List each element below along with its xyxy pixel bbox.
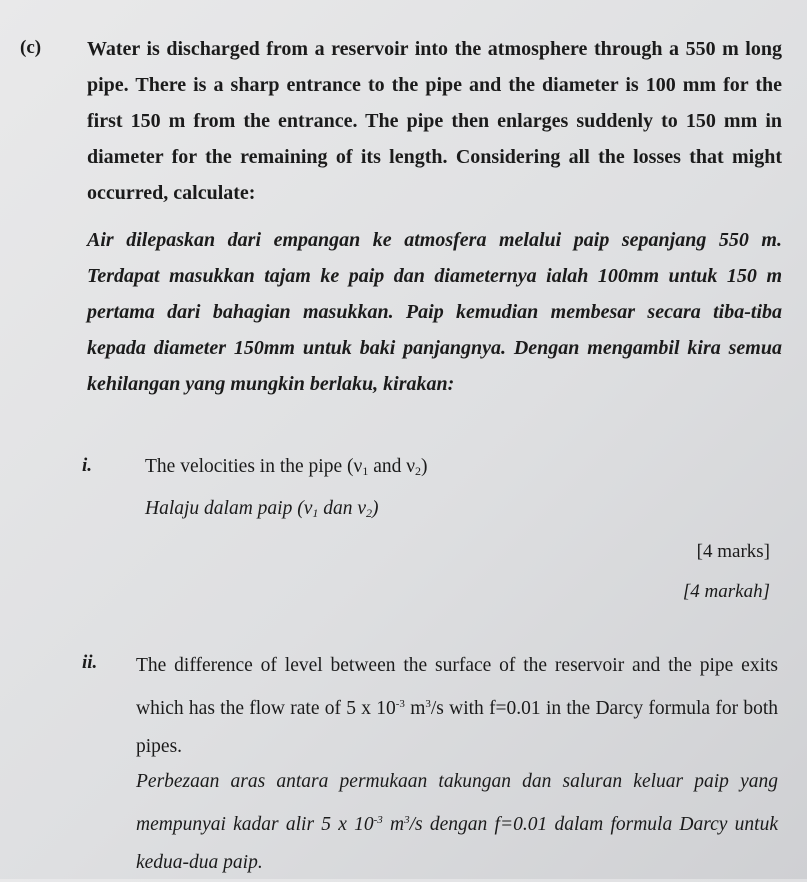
question-i-malay-suffix: ) bbox=[372, 498, 379, 519]
question-i-english-and: and bbox=[368, 456, 407, 477]
question-i-malay-v2-sub: 2 bbox=[366, 506, 373, 520]
question-ii-malay-part1: Perbezaan aras antara permukaan takungan dan saluran keluar paip yang mempunyai kadar alir 5 x 10 bbox=[136, 771, 778, 835]
question-i-malay-v2: ν bbox=[357, 498, 367, 519]
intro-english: Water is discharged from a reservoir into the atmosphere through a 550 m long pipe. There is a sharp entrance to the pipe and the diameter is 100 mm for the first 150 m from the entrance. The pipe then enlarges suddenly to 150 mm in diameter for the remaining of its length. Considering all the losses that might occurred, calculate: bbox=[87, 38, 782, 204]
question-i-malay-and: dan bbox=[318, 498, 358, 519]
question-ii-english-part2: m bbox=[404, 698, 426, 719]
question-i-number: i. bbox=[82, 455, 93, 476]
question-ii-english-exp2: 3 bbox=[425, 698, 431, 710]
question-ii-malay-part2: m bbox=[382, 814, 405, 835]
question-i-malay-v1: ν bbox=[303, 498, 313, 519]
question-ii-english-part1: The difference of level between the surface of the reservoir and the pipe exits which has the flow rate of 5 x 10 bbox=[136, 655, 778, 719]
question-i-english-v1: ν bbox=[353, 456, 363, 477]
question-ii-malay-exp1: -3 bbox=[373, 814, 383, 826]
question-ii-malay-part3: /s dengan f=0.01 dalam formula Darcy untuk kedua-dua paip. bbox=[136, 814, 778, 873]
question-i-english-suffix: ) bbox=[421, 456, 428, 477]
intro-malay: Air dilepaskan dari empangan ke atmosfera melalui paip sepanjang 550 m. Terdapat masukkan tajam ke paip dan diameternya ialah 100mm untuk 150 m pertama dari bahagian masukkan. Paip kemudian membesar secara tiba-tiba kepada diameter 150mm untuk baki panjangnya. Dengan mengambil kira semua kehilangan yang mungkin berlaku, kirakan: bbox=[87, 229, 782, 395]
question-i-malay bbox=[145, 490, 787, 532]
question-i-english-v2-sub: 2 bbox=[415, 464, 422, 478]
question-ii-english-exp1: -3 bbox=[395, 698, 405, 710]
question-i-english bbox=[145, 448, 787, 490]
question-ii-malay bbox=[136, 763, 778, 882]
question-i-english-v1-sub: 1 bbox=[362, 464, 369, 478]
question-i-english-prefix: The velocities in the pipe ( bbox=[145, 456, 354, 477]
question-ii-english bbox=[136, 647, 778, 766]
marks-english: [4 marks] bbox=[696, 541, 770, 562]
question-i-english-v2: ν bbox=[406, 456, 416, 477]
question-i-malay-prefix: Halaju dalam paip ( bbox=[145, 498, 304, 519]
question-ii-number: ii. bbox=[82, 652, 98, 673]
question-i-malay-v1-sub: 1 bbox=[312, 506, 319, 520]
section-label: (c) bbox=[20, 37, 42, 58]
question-ii-english-part3: /s with f=0.01 in the Darcy formula for both pipes. bbox=[136, 698, 778, 757]
question-ii-malay-exp2: 3 bbox=[404, 814, 410, 826]
marks-malay: [4 markah] bbox=[682, 581, 770, 602]
